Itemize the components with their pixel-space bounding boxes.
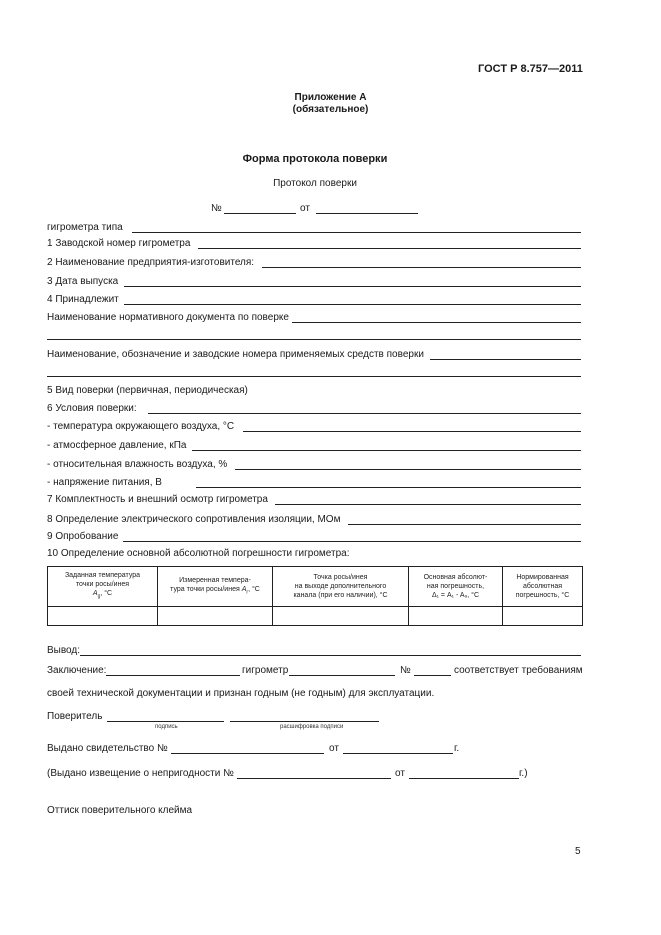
table-cell[interactable] — [48, 607, 158, 626]
normative-doc-field[interactable] — [292, 322, 581, 323]
serial-number-field[interactable] — [198, 248, 581, 249]
form-subtitle: Протокол поверки — [273, 178, 357, 189]
document-id: ГОСТ Р 8.757—2011 — [478, 63, 583, 75]
notice-label: (Выдано извещение о непригодности № — [47, 768, 234, 779]
hygrometer-type-field[interactable] — [132, 232, 581, 233]
notice-date-field[interactable] — [409, 778, 519, 779]
completeness-label: 7 Комплектность и внешний осмотр гигрометра — [47, 494, 268, 505]
ambient-temperature-field[interactable] — [243, 431, 581, 432]
page-number: 5 — [575, 846, 581, 857]
release-date-label: 3 Дата выпуска — [47, 276, 119, 287]
atmospheric-pressure-field[interactable] — [192, 450, 581, 451]
certificate-label: Выдано свидетельство № — [47, 743, 168, 754]
conclusion-label: Заключение: — [47, 665, 107, 676]
output-field[interactable] — [80, 655, 581, 656]
testing-field[interactable] — [123, 541, 581, 542]
manufacturer-label: 2 Наименование предприятия-изготовителя: — [47, 257, 255, 268]
notice-number-field[interactable] — [237, 778, 391, 779]
appendix-title: Приложение А — [294, 92, 367, 103]
notice-year-suffix: г.) — [519, 768, 528, 779]
protocol-date-field[interactable] — [316, 213, 418, 214]
table-cell[interactable] — [503, 607, 583, 626]
decoding-caption: расшифровка подписи — [280, 724, 344, 730]
conclusion-number-label: № — [400, 665, 411, 676]
certificate-date-label: от — [329, 743, 339, 754]
conclusion-hygrometer-field[interactable] — [289, 675, 395, 676]
verifier-signature-field[interactable] — [107, 721, 224, 722]
supply-voltage-label: - напряжение питания, В — [47, 477, 162, 488]
verification-type-label: 5 Вид поверки (первичная, периодическая) — [47, 385, 248, 396]
error-determination-label: 10 Определение основной абсолютной погрешности гигрометра: — [47, 548, 350, 559]
col-set-temperature: Заданная температура точки росы/инея $A_g$, °С — [48, 567, 158, 607]
normative-doc-label: Наименование нормативного документа по поверке — [47, 312, 289, 323]
docs-statement: своей технической документации и признан годным (не годным) для эксплуатации. — [47, 688, 435, 699]
appendix-subtitle: (обязательное) — [292, 104, 369, 115]
normative-doc-field-continuation[interactable] — [47, 339, 581, 340]
protocol-number-field[interactable] — [224, 213, 296, 214]
ambient-temperature-label: - температура окружающего воздуха, °С — [47, 421, 235, 432]
col-measured-temperature: Измеренная темпера- тура точки росы/инея $A_r$, °С — [158, 567, 273, 607]
notice-date-label: от — [395, 768, 405, 779]
stamp-label: Оттиск поверительного клейма — [47, 805, 193, 816]
conclusion-number-field[interactable] — [414, 675, 451, 676]
col-absolute-error: Основная абсолют- ная погрешность, Δ₁ = A₁ - A₉, °С — [409, 567, 503, 607]
atmospheric-pressure-label: - атмосферное давление, кПа — [47, 440, 187, 451]
table-cell[interactable] — [158, 607, 273, 626]
col-normalized-error: Нормированная абсолютная погрешность, °С — [503, 567, 583, 607]
insulation-resistance-label: 8 Определение электрического сопротивления изоляции, МОм — [47, 514, 341, 525]
conclusion-hygrometer-label: гигрометр — [242, 665, 289, 676]
protocol-date-label: от — [300, 203, 310, 214]
relative-humidity-field[interactable] — [235, 469, 581, 470]
certificate-date-field[interactable] — [343, 753, 453, 754]
serial-number-label: 1 Заводской номер гигрометра — [47, 238, 191, 249]
certificate-year-suffix: г. — [454, 743, 460, 754]
conclusion-field[interactable] — [106, 675, 240, 676]
verification-means-field[interactable] — [430, 359, 581, 360]
signature-caption: подпись — [155, 724, 178, 730]
col-extra-channel: Точка росы/инея на выходе дополнительного канала (при его наличии), °С — [273, 567, 409, 607]
results-table — [47, 566, 583, 626]
certificate-number-field[interactable] — [171, 753, 324, 754]
manufacturer-field[interactable] — [262, 267, 581, 268]
verification-means-field-continuation[interactable] — [47, 376, 581, 377]
table-cell[interactable] — [273, 607, 409, 626]
supply-voltage-field[interactable] — [196, 487, 581, 488]
table-row — [48, 607, 583, 626]
form-title: Форма протокола поверки — [242, 153, 388, 165]
relative-humidity-label: - относительная влажность воздуха, % — [47, 459, 228, 470]
table-cell[interactable] — [409, 607, 503, 626]
protocol-number-label: № — [211, 203, 222, 214]
conditions-field[interactable] — [148, 413, 581, 414]
conditions-label: 6 Условия поверки: — [47, 403, 137, 414]
verifier-label: Поверитель — [47, 711, 103, 722]
verification-means-label: Наименование, обозначение и заводские номера применяемых средств поверки — [47, 349, 424, 360]
output-label: Вывод: — [47, 645, 81, 656]
testing-label: 9 Опробование — [47, 531, 119, 542]
insulation-resistance-field[interactable] — [348, 524, 581, 525]
owner-field[interactable] — [124, 304, 581, 305]
verifier-name-field[interactable] — [230, 721, 379, 722]
table-header-row — [48, 567, 583, 607]
release-date-field[interactable] — [124, 286, 581, 287]
completeness-field[interactable] — [275, 504, 581, 505]
owner-label: 4 Принадлежит — [47, 294, 119, 305]
complies-text: соответствует требованиям — [454, 665, 583, 676]
hygrometer-type-label: гигрометра типа — [47, 222, 123, 233]
